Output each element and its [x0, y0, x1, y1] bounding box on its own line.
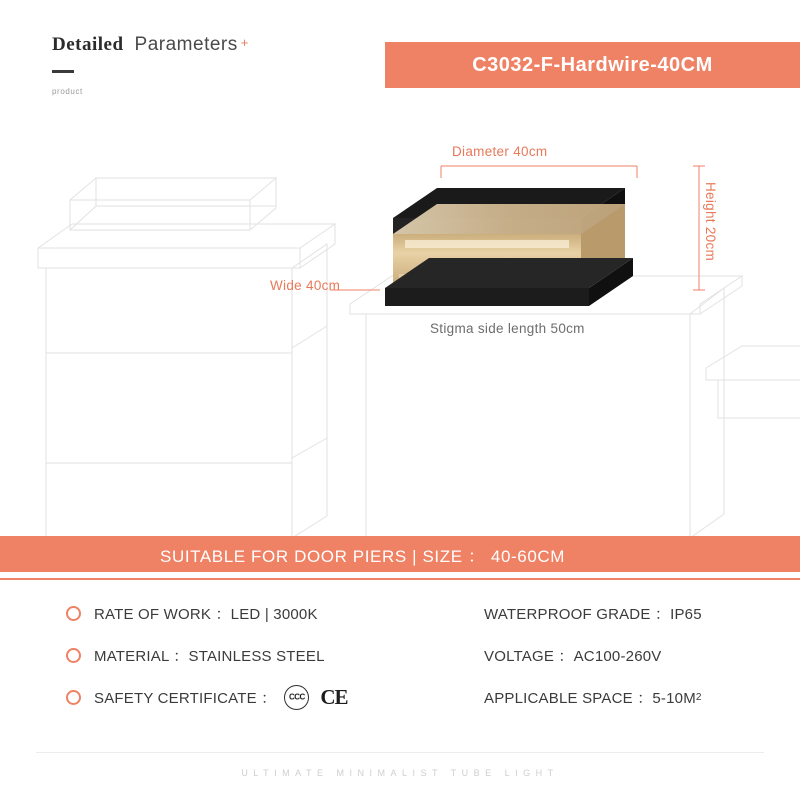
suitable-banner: [0, 536, 800, 572]
ccc-certification-icon: [284, 685, 309, 710]
spec-row: [484, 676, 702, 718]
spec-label: WATERPROOF GRADE ：IP65: [484, 605, 702, 623]
spec-row: [66, 592, 348, 634]
model-badge: [385, 42, 800, 88]
stigma-dimension-label: Stigma side length 50cm: [430, 321, 585, 336]
title-underline: [52, 70, 74, 73]
spec-row: [66, 634, 348, 676]
suitable-banner-label: SUITABLE FOR DOOR PIERS | SIZE ： 40-60CM: [160, 546, 566, 566]
spec-label: RATE OF WORK ：LED | 3000K: [94, 605, 318, 623]
spec-row: [484, 634, 702, 676]
spec-row: [484, 592, 702, 634]
spec-column-left: [66, 592, 348, 718]
spec-exponent: 2: [695, 691, 702, 703]
specifications: [0, 592, 800, 722]
plus-icon: +: [240, 35, 249, 50]
title-caption: product: [52, 87, 83, 96]
footer-divider: [36, 752, 764, 753]
bullet-icon: [66, 690, 81, 705]
spec-label: VOLTAGE ：AC100-260V: [484, 647, 662, 665]
page-title: Detailed: [52, 34, 124, 55]
banner-divider: [0, 578, 800, 580]
page-subtitle-word: Parameters: [134, 34, 238, 55]
wide-dimension-label: Wide 40cm: [270, 278, 341, 293]
page-title-block: [52, 34, 249, 96]
ce-certification-icon: CE: [320, 684, 348, 709]
spec-row: [66, 676, 348, 718]
diameter-dimension-label: Diameter 40cm: [452, 144, 548, 159]
spec-column-right: [484, 592, 702, 718]
header: [0, 0, 800, 130]
certification-marks: [284, 685, 347, 710]
footer-tagline: ULTIMATE MINIMALIST TUBE LIGHT: [241, 768, 559, 778]
bullet-icon: [66, 606, 81, 621]
bullet-icon: [66, 648, 81, 663]
spec-label: SAFETY CERTIFICATE ：: [94, 689, 277, 707]
height-dimension-label: Height 20cm: [703, 182, 718, 262]
model-badge-label: C3032-F-Hardwire-40CM: [472, 53, 713, 76]
spec-label: APPLICABLE SPACE ：5-10M: [484, 689, 696, 707]
product-diagram: [0, 118, 800, 538]
spec-label: MATERIAL ：STAINLESS STEEL: [94, 647, 325, 665]
